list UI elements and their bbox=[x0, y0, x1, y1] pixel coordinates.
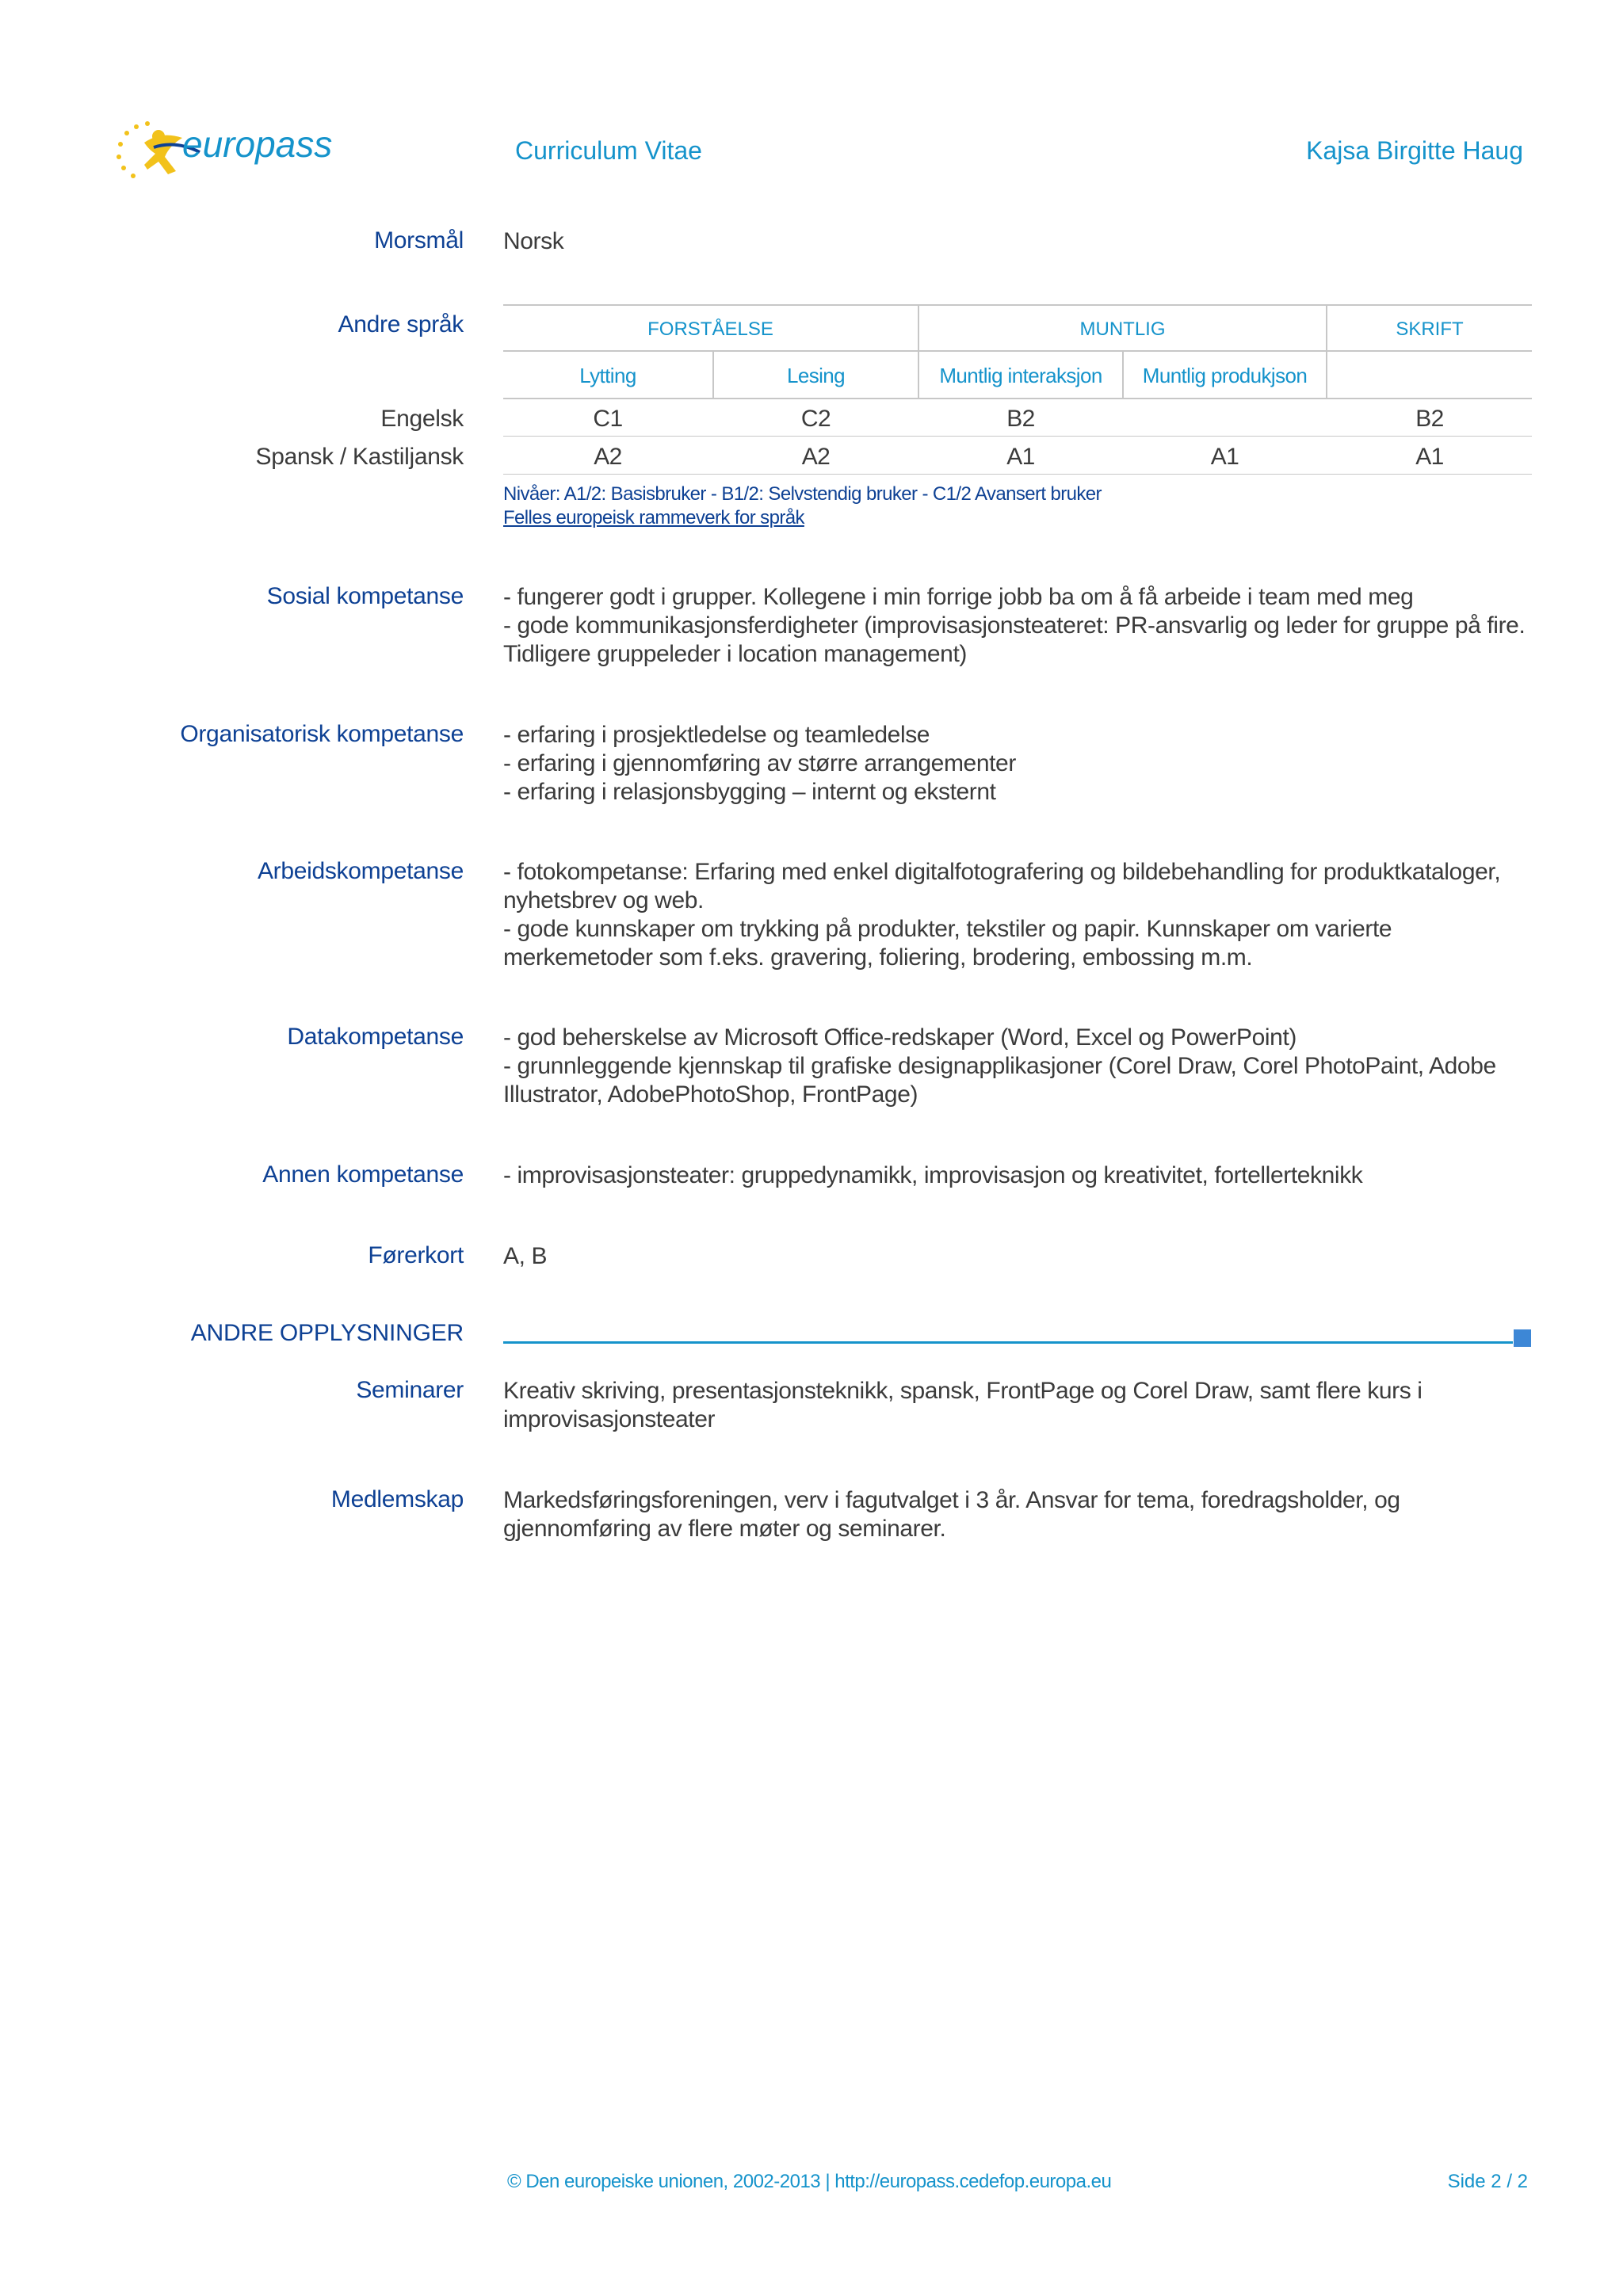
seminars-label: Seminarer bbox=[356, 1377, 464, 1403]
driving-licence-label: Førerkort bbox=[368, 1242, 464, 1268]
language-table bbox=[503, 304, 1532, 477]
subheader-listening: Lytting bbox=[579, 364, 636, 387]
table-cell: B2 bbox=[1415, 406, 1444, 432]
subheader-spoken-interaction: Muntlig interaksjon bbox=[939, 364, 1102, 387]
table-rule bbox=[503, 398, 1532, 399]
table-cell: A1 bbox=[1415, 444, 1444, 470]
text-line: - gode kommunikasjonsferdigheter (improvisasjonsteateret: PR-ansvarlig og leder for gruppe på fire. bbox=[503, 612, 1526, 639]
table-rule bbox=[503, 350, 1532, 352]
section-marker-icon bbox=[1514, 1329, 1531, 1347]
table-cell: A1 bbox=[1006, 444, 1035, 470]
job-skills-text bbox=[503, 858, 1533, 972]
group-header-understanding: FORSTÅELSE bbox=[647, 318, 773, 340]
section-divider bbox=[503, 1341, 1513, 1344]
additional-info-heading: ANDRE OPPLYSNINGER bbox=[190, 1320, 464, 1346]
mother-tongue-value: Norsk bbox=[503, 228, 564, 254]
text-line: gjennomføring av flere møter og seminarer. bbox=[503, 1516, 946, 1542]
table-cell: C2 bbox=[800, 406, 831, 432]
text-line: A, B bbox=[503, 1243, 548, 1269]
organisational-skills-label: Organisatorisk kompetanse bbox=[180, 721, 464, 747]
text-line: - erfaring i gjennomføring av større arrangementer bbox=[503, 750, 1016, 776]
europass-logo bbox=[113, 111, 342, 190]
subheader-spoken-production: Muntlig produkjson bbox=[1142, 364, 1308, 387]
text-line: nyhetsbrev og web. bbox=[503, 887, 704, 913]
seminars-text bbox=[503, 1377, 1533, 1434]
table-cell: A2 bbox=[801, 444, 831, 470]
text-line: Illustrator, AdobePhotoShop, FrontPage) bbox=[503, 1081, 918, 1108]
table-cell: A2 bbox=[594, 444, 622, 470]
organisational-skills-text bbox=[503, 721, 1533, 807]
mother-tongue-label: Morsmål bbox=[374, 227, 464, 254]
memberships-text bbox=[503, 1486, 1533, 1543]
text-line: - god beherskelse av Microsoft Office-redskaper (Word, Excel og PowerPoint) bbox=[503, 1024, 1296, 1051]
text-line: - erfaring i prosjektledelse og teamledelse bbox=[503, 722, 930, 748]
text-line: - erfaring i relasjonsbygging – internt og eksternt bbox=[503, 779, 996, 805]
table-cell: B2 bbox=[1006, 406, 1035, 432]
text-line: Markedsføringsforeningen, verv i fagutvalget i 3 år. Ansvar for tema, foredragsholder, og bbox=[503, 1487, 1400, 1513]
job-skills-label: Arbeidskompetanse bbox=[257, 858, 464, 884]
text-line: - fotokompetanse: Erfaring med enkel digitalfotografering og bildebehandling for produktkataloger, bbox=[503, 859, 1501, 885]
group-header-speaking: MUNTLIG bbox=[1079, 318, 1166, 340]
text-line: Kreativ skriving, presentasjonsteknikk, spansk, FrontPage og Corel Draw, samt flere kurs i bbox=[503, 1378, 1423, 1404]
footer-copyright: © Den europeiske unionen, 2002-2013 | http://europass.cedefop.europa.eu bbox=[507, 2171, 1112, 2192]
applicant-name: Kajsa Birgitte Haug bbox=[1306, 136, 1523, 165]
text-line: - gode kunnskaper om trykking på produkter, tekstiler og papir. Kunnskaper om varierte bbox=[503, 916, 1392, 942]
driving-licence-text bbox=[503, 1242, 1533, 1271]
table-rule bbox=[503, 304, 1532, 306]
social-skills-label: Sosial kompetanse bbox=[266, 583, 464, 609]
table-cell: A1 bbox=[1210, 444, 1239, 470]
memberships-label: Medlemskap bbox=[330, 1486, 464, 1512]
computer-skills-label: Datakompetanse bbox=[287, 1024, 464, 1050]
text-line: improvisasjonsteater bbox=[503, 1406, 716, 1432]
language-name: Engelsk bbox=[380, 406, 464, 432]
text-line: merkemetoder som f.eks. gravering, foliering, brodering, embossing m.m. bbox=[503, 944, 1253, 971]
social-skills-text bbox=[503, 583, 1533, 669]
computer-skills-text bbox=[503, 1024, 1533, 1109]
table-divider bbox=[1326, 350, 1327, 398]
text-line: - improvisasjonsteater: gruppedynamikk, improvisasjon og kreativitet, fortellerteknikk bbox=[503, 1162, 1363, 1188]
other-languages-label: Andre språk bbox=[338, 311, 464, 338]
other-skills-text bbox=[503, 1161, 1533, 1190]
text-line: - grunnleggende kjennskap til grafiske designapplikasjoner (Corel Draw, Corel PhotoPaint, Adobe bbox=[503, 1053, 1496, 1079]
svg-text:europass: europass bbox=[182, 124, 333, 165]
table-rule bbox=[503, 436, 1532, 437]
subheader-reading: Lesing bbox=[786, 364, 846, 387]
cv-title: Curriculum Vitae bbox=[515, 136, 702, 165]
cefr-link[interactable]: Felles europeisk rammeverk for språk bbox=[503, 507, 804, 528]
text-line: Tidligere gruppeleder i location management) bbox=[503, 641, 967, 667]
group-header-writing: SKRIFT bbox=[1396, 318, 1464, 340]
table-rule bbox=[503, 474, 1532, 475]
language-name: Spansk / Kastiljansk bbox=[255, 444, 464, 470]
text-line: - fungerer godt i grupper. Kollegene i min forrige jobb ba om å få arbeide i team med meg bbox=[503, 584, 1414, 610]
table-cell: C1 bbox=[593, 406, 623, 432]
page-number: Side 2 / 2 bbox=[1447, 2171, 1528, 2192]
language-levels-legend: Nivåer: A1/2: Basisbruker - B1/2: Selvstendig bruker - C1/2 Avansert bruker bbox=[503, 483, 1102, 505]
other-skills-label: Annen kompetanse bbox=[262, 1161, 464, 1188]
